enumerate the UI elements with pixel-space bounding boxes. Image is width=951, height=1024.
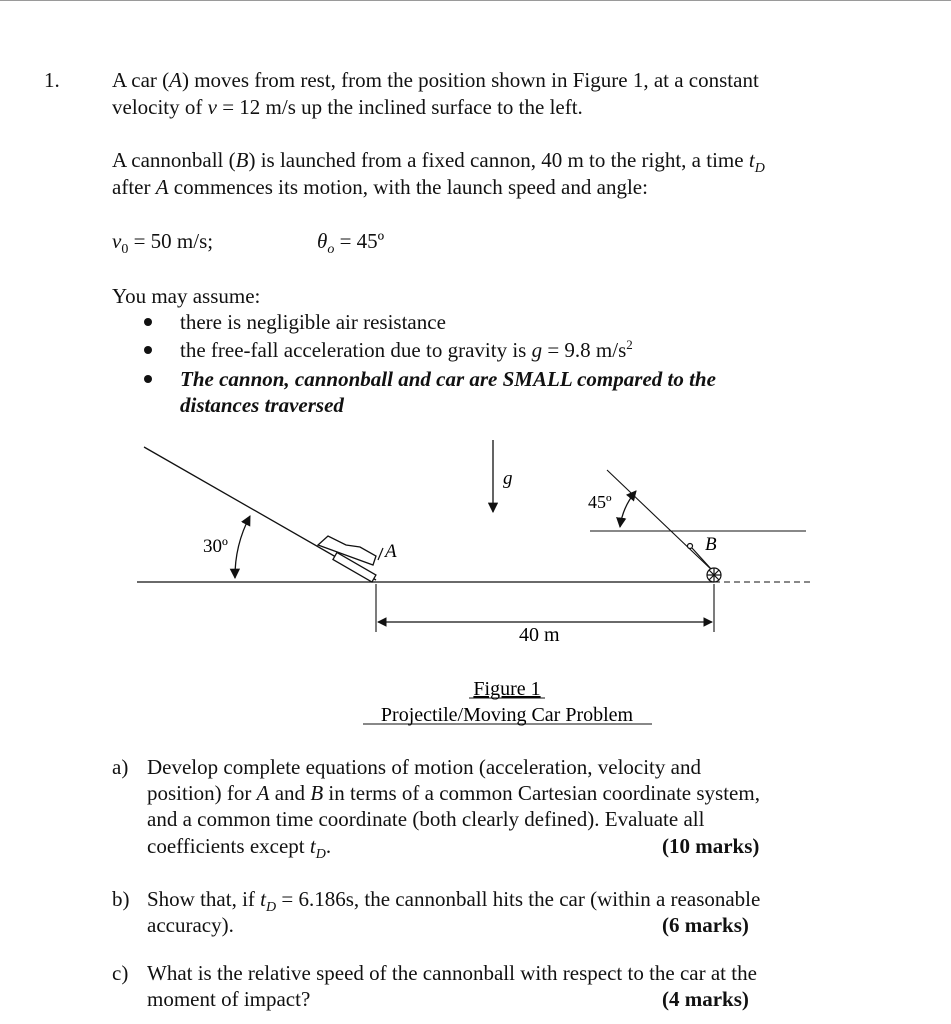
car-a — [318, 536, 376, 582]
launch-angle-arc — [620, 491, 636, 527]
incline-angle-label: 30º — [203, 536, 228, 557]
cannon-line-1: A cannonball (B) is launched from a fixed cannon, 40 m to the right, a time $t_D$ — [112, 148, 765, 177]
assumption-3-line-1: The cannon, cannonball and car are SMALL compared to the — [180, 367, 716, 391]
gravity-label: g — [503, 468, 513, 489]
bullet-1 — [144, 318, 152, 326]
launch-direction-line — [607, 470, 716, 574]
part-b-line-1: Show that, if $t_D = 6.186s$, the cannonball hits the car (within a reasonable — [147, 887, 761, 916]
cannon-line-2: after A commences its motion, with the launch speed and angle: — [112, 175, 648, 199]
part-c-label: c) — [112, 961, 129, 985]
figure-caption-title: Figure 1 — [473, 678, 541, 700]
launch-angle: $\theta_o$ = 45º — [317, 229, 385, 258]
car-label: A — [385, 541, 397, 562]
question-number: 1. — [44, 68, 60, 92]
intro-line-1: A car (A) moves from rest, from the position shown in Figure 1, at a constant — [112, 68, 759, 92]
top-border — [0, 0, 951, 1]
part-a-line-1: Develop complete equations of motion (acceleration, velocity and — [147, 755, 701, 779]
distance-label: 40 m — [519, 624, 560, 646]
assumption-3-line-2: distances traversed — [180, 393, 344, 417]
bullet-2 — [144, 346, 152, 354]
figure-1 — [0, 430, 951, 730]
figure-caption-subtitle: Projectile/Moving Car Problem — [380, 704, 634, 726]
intro-line-2: velocity of v = 12 m/s up the inclined surface to the left. — [112, 95, 583, 119]
launch-speed: $v_0 = 50$ m/s; — [112, 229, 214, 258]
part-b-marks: (6 marks) — [662, 913, 749, 937]
part-c-line-2: moment of impact? — [147, 987, 311, 1011]
car-pointer — [378, 548, 383, 560]
launch-angle-label: 45º — [588, 492, 612, 512]
part-b-label: b) — [112, 887, 130, 911]
part-a-line-2: position) for A and B in terms of a common Cartesian coordinate system, — [147, 781, 760, 805]
part-c-marks: (4 marks) — [662, 987, 749, 1011]
assumption-2: the free-fall acceleration due to gravity is g = 9.8 $m/s^2$ — [180, 337, 633, 362]
incline-angle-arc — [235, 516, 250, 578]
bullet-3 — [144, 375, 152, 383]
cannon-label: B — [705, 534, 717, 555]
assumption-1: there is negligible air resistance — [180, 310, 446, 334]
part-a-line-3: and a common time coordinate (both clearly defined). Evaluate all — [147, 807, 705, 831]
part-a-label: a) — [112, 755, 129, 779]
part-c-line-1: What is the relative speed of the cannonball with respect to the car at the — [147, 961, 757, 985]
assume-heading: You may assume: — [112, 284, 261, 308]
part-a-line-4: coefficients except $t_D$. — [147, 834, 332, 863]
part-a-marks: (10 marks) — [662, 834, 760, 858]
part-b-line-2: accuracy). — [147, 913, 234, 937]
